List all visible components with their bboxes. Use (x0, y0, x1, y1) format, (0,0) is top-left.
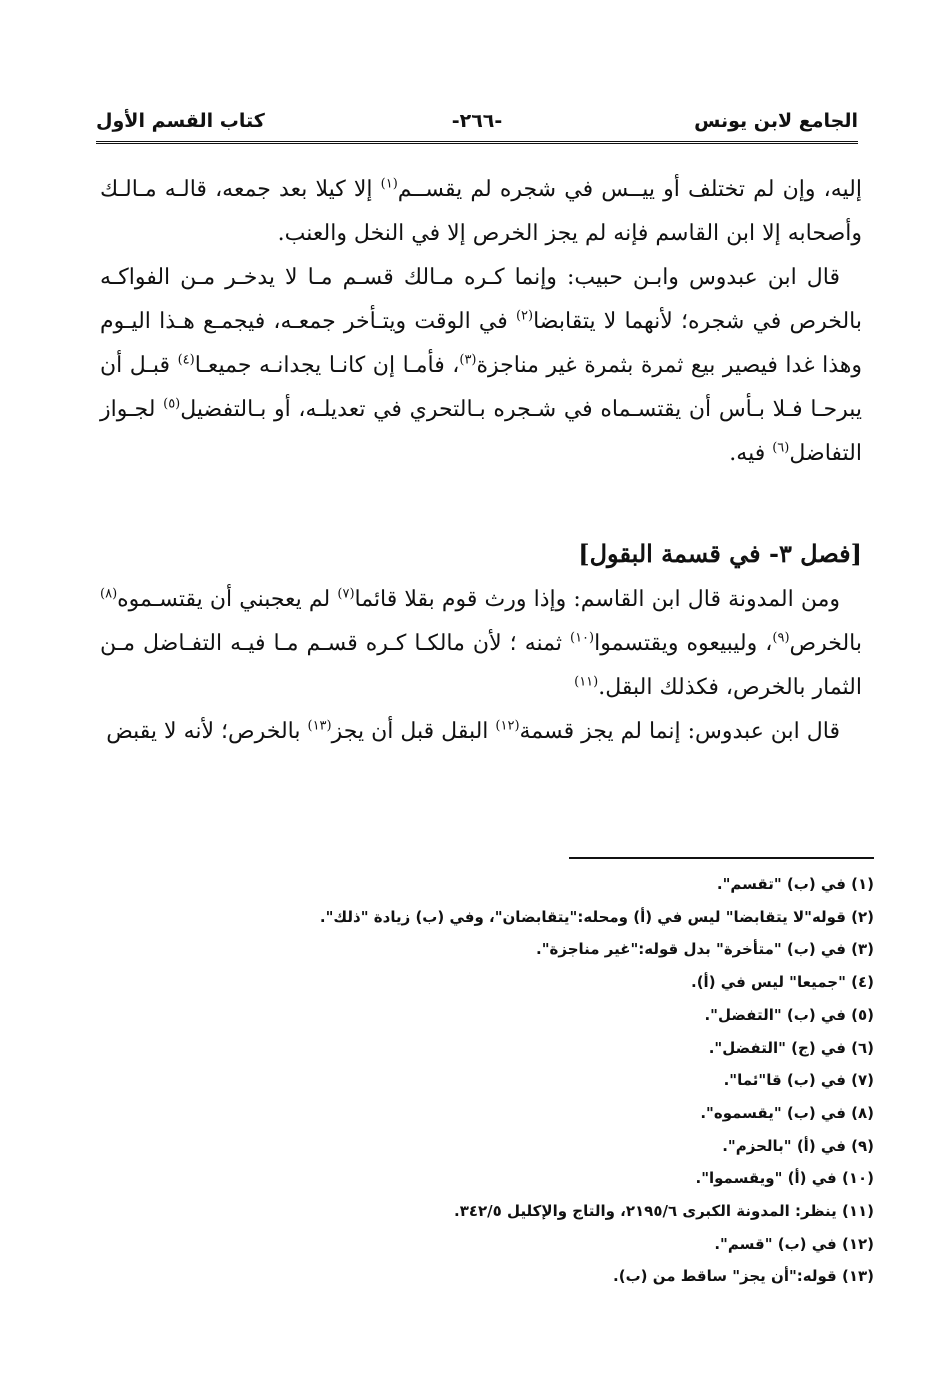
footnote-number: (١١) (841, 1202, 874, 1221)
footnote (100, 1162, 874, 1195)
footnote-rule (569, 857, 874, 859)
text-run: فيه. (729, 441, 773, 466)
paragraph (100, 168, 862, 256)
text-run: في الوقت ويتـأخر جمعـه، فيجمـع هـذا اليـوم وهذا غدا فيصير بيع ثمرة بثمرة غير مناجزة (100, 309, 862, 378)
footnote-ref: (١١) (574, 674, 599, 690)
text-run: قال ابن عبدوس وابـن حبيب: وإنما كـره مـالك قسـم مـا لا يدخـر مـن الفواكـه بالخرص في شجره؛ لأنهما لا يتقابضا (100, 265, 862, 334)
text-run: لم يعجبني أن يقتسـموه (117, 587, 338, 612)
paragraph (100, 710, 862, 754)
footnote (100, 1130, 874, 1163)
footnote (100, 1228, 874, 1261)
footnote-ref: (١٣) (307, 718, 332, 734)
footnote-number: (٩) (851, 1136, 874, 1155)
footnote-ref: (٥) (163, 396, 181, 412)
footnote-text: في (ب) "يقسموه". (700, 1103, 852, 1122)
text-run: بالخرص (789, 631, 862, 656)
footnote-number: (٧) (851, 1071, 874, 1090)
footnote (100, 1032, 874, 1065)
footnote-number: (١) (851, 875, 874, 893)
footnotes (100, 868, 874, 1293)
text-run: البقل قبل أن يجز (331, 719, 496, 744)
paragraph (100, 256, 862, 476)
footnote-text: في (ب) "تقسم". (716, 875, 852, 893)
header-book-title: الجامع لابن يونس (694, 110, 858, 132)
footnote-number: (١٠) (841, 1169, 874, 1188)
footnote (100, 901, 874, 934)
footnote-number: (١٣) (841, 1267, 874, 1286)
text-run: بالخرص؛ لأنه لا يقبض (106, 719, 308, 744)
footnote-text: ينظر: المدونة الكبرى ٢١٩٥/٦، والتاج والإكليل ٣٤٢/٥. (454, 1202, 842, 1221)
footnote-text: "جميعا" ليس في (أ). (691, 973, 852, 992)
footnote-ref: (٨) (100, 586, 118, 602)
footnote-ref: (٦) (772, 440, 790, 456)
footnote-text: قوله"لا يتقابضا" ليس في (أ) ومحله:"يتقابضان"، وفي (ب) زيادة "ذلك". (319, 907, 852, 926)
text-run: قال ابن عبدوس: إنما لم يجز قسمة (519, 719, 840, 744)
footnote-number: (٥) (851, 1005, 874, 1024)
footnote-text: في (ب) "متأخرة" بدل قوله:"غير مناجزة". (536, 940, 852, 959)
footnote-text: قوله:"أن يجز" ساقط من (ب). (613, 1267, 842, 1286)
footnote (100, 966, 874, 999)
footnote-ref: (٣) (459, 352, 477, 368)
page-number: -٢٦٦- (451, 110, 503, 132)
footnote (100, 933, 874, 966)
header-rule (96, 141, 858, 144)
footnote-ref: (٤) (177, 352, 195, 368)
header-chapter-title: كتاب القسم الأول (96, 110, 265, 132)
footnote-ref: (٧) (337, 586, 355, 602)
running-header (96, 110, 858, 142)
section-heading: [فصل ٣- في قسمة البقول] (578, 539, 862, 568)
footnote (100, 868, 874, 901)
section-text (100, 578, 862, 754)
footnote-text: في (ج) "التفضل". (708, 1038, 852, 1057)
footnote (100, 1195, 874, 1228)
footnote (100, 1260, 874, 1293)
footnote-text: في (أ) "بالحزم". (722, 1136, 852, 1155)
footnote-text: في (ب) "قسم". (714, 1234, 842, 1253)
footnote-ref: (١٠) (570, 630, 595, 646)
text-run: ومن المدونة قال ابن القاسم: وإذا ورث قوم بقلا قائما (354, 587, 840, 612)
footnote-ref: (٩) (772, 630, 790, 646)
footnote-text: في (أ) "ويقسموا". (695, 1169, 842, 1188)
footnote-ref: (١) (380, 176, 398, 192)
footnote (100, 1064, 874, 1097)
footnote-text: في (ب) قا"ئما". (723, 1071, 852, 1090)
footnote-ref: (٢) (515, 308, 534, 324)
text-run: قبـل أن يبرحـا فـلا بـأس أن يقتسـماه في شـجره بـالتحري في تعديلـه، أو بـالتفضيل (100, 353, 862, 422)
footnote-number: (٨) (851, 1103, 874, 1122)
footnote-number: (١٢) (841, 1234, 874, 1253)
footnote-number: (٢) (851, 907, 874, 926)
text-run: ، وليبيعوه ويقتسموا (594, 631, 773, 656)
footnote-number: (٤) (851, 973, 874, 992)
footnote-number: (٦) (851, 1038, 874, 1057)
text-run: لجـواز التفاضل (100, 397, 862, 466)
footnote (100, 1097, 874, 1130)
footnote-text: في (ب) "التفضل". (704, 1005, 852, 1024)
paragraph (100, 578, 862, 710)
text-run: ثمنه ؛ لأن مالكـا كـره قسـم مـا فيـه التفـاضل مـن الثمار بالخرص، فكذلك البقل. (100, 631, 862, 700)
footnote-ref: (١٢) (495, 718, 520, 734)
text-run: إلا كيلا بعد جمعه، قالـه مـالـك وأصحابه إلا ابن القاسم فإنه لم يجز الخرص إلا في النخل والعنب. (100, 177, 862, 246)
footnote (100, 999, 874, 1032)
main-text (100, 168, 862, 476)
text-run: ، فأمـا إن كانـا يجدانـه جميعـا (194, 353, 460, 378)
text-run: إليه، وإن لم تختلف أو ييــس في شجره لم يقســم (397, 177, 862, 202)
footnote-number: (٣) (851, 940, 874, 959)
